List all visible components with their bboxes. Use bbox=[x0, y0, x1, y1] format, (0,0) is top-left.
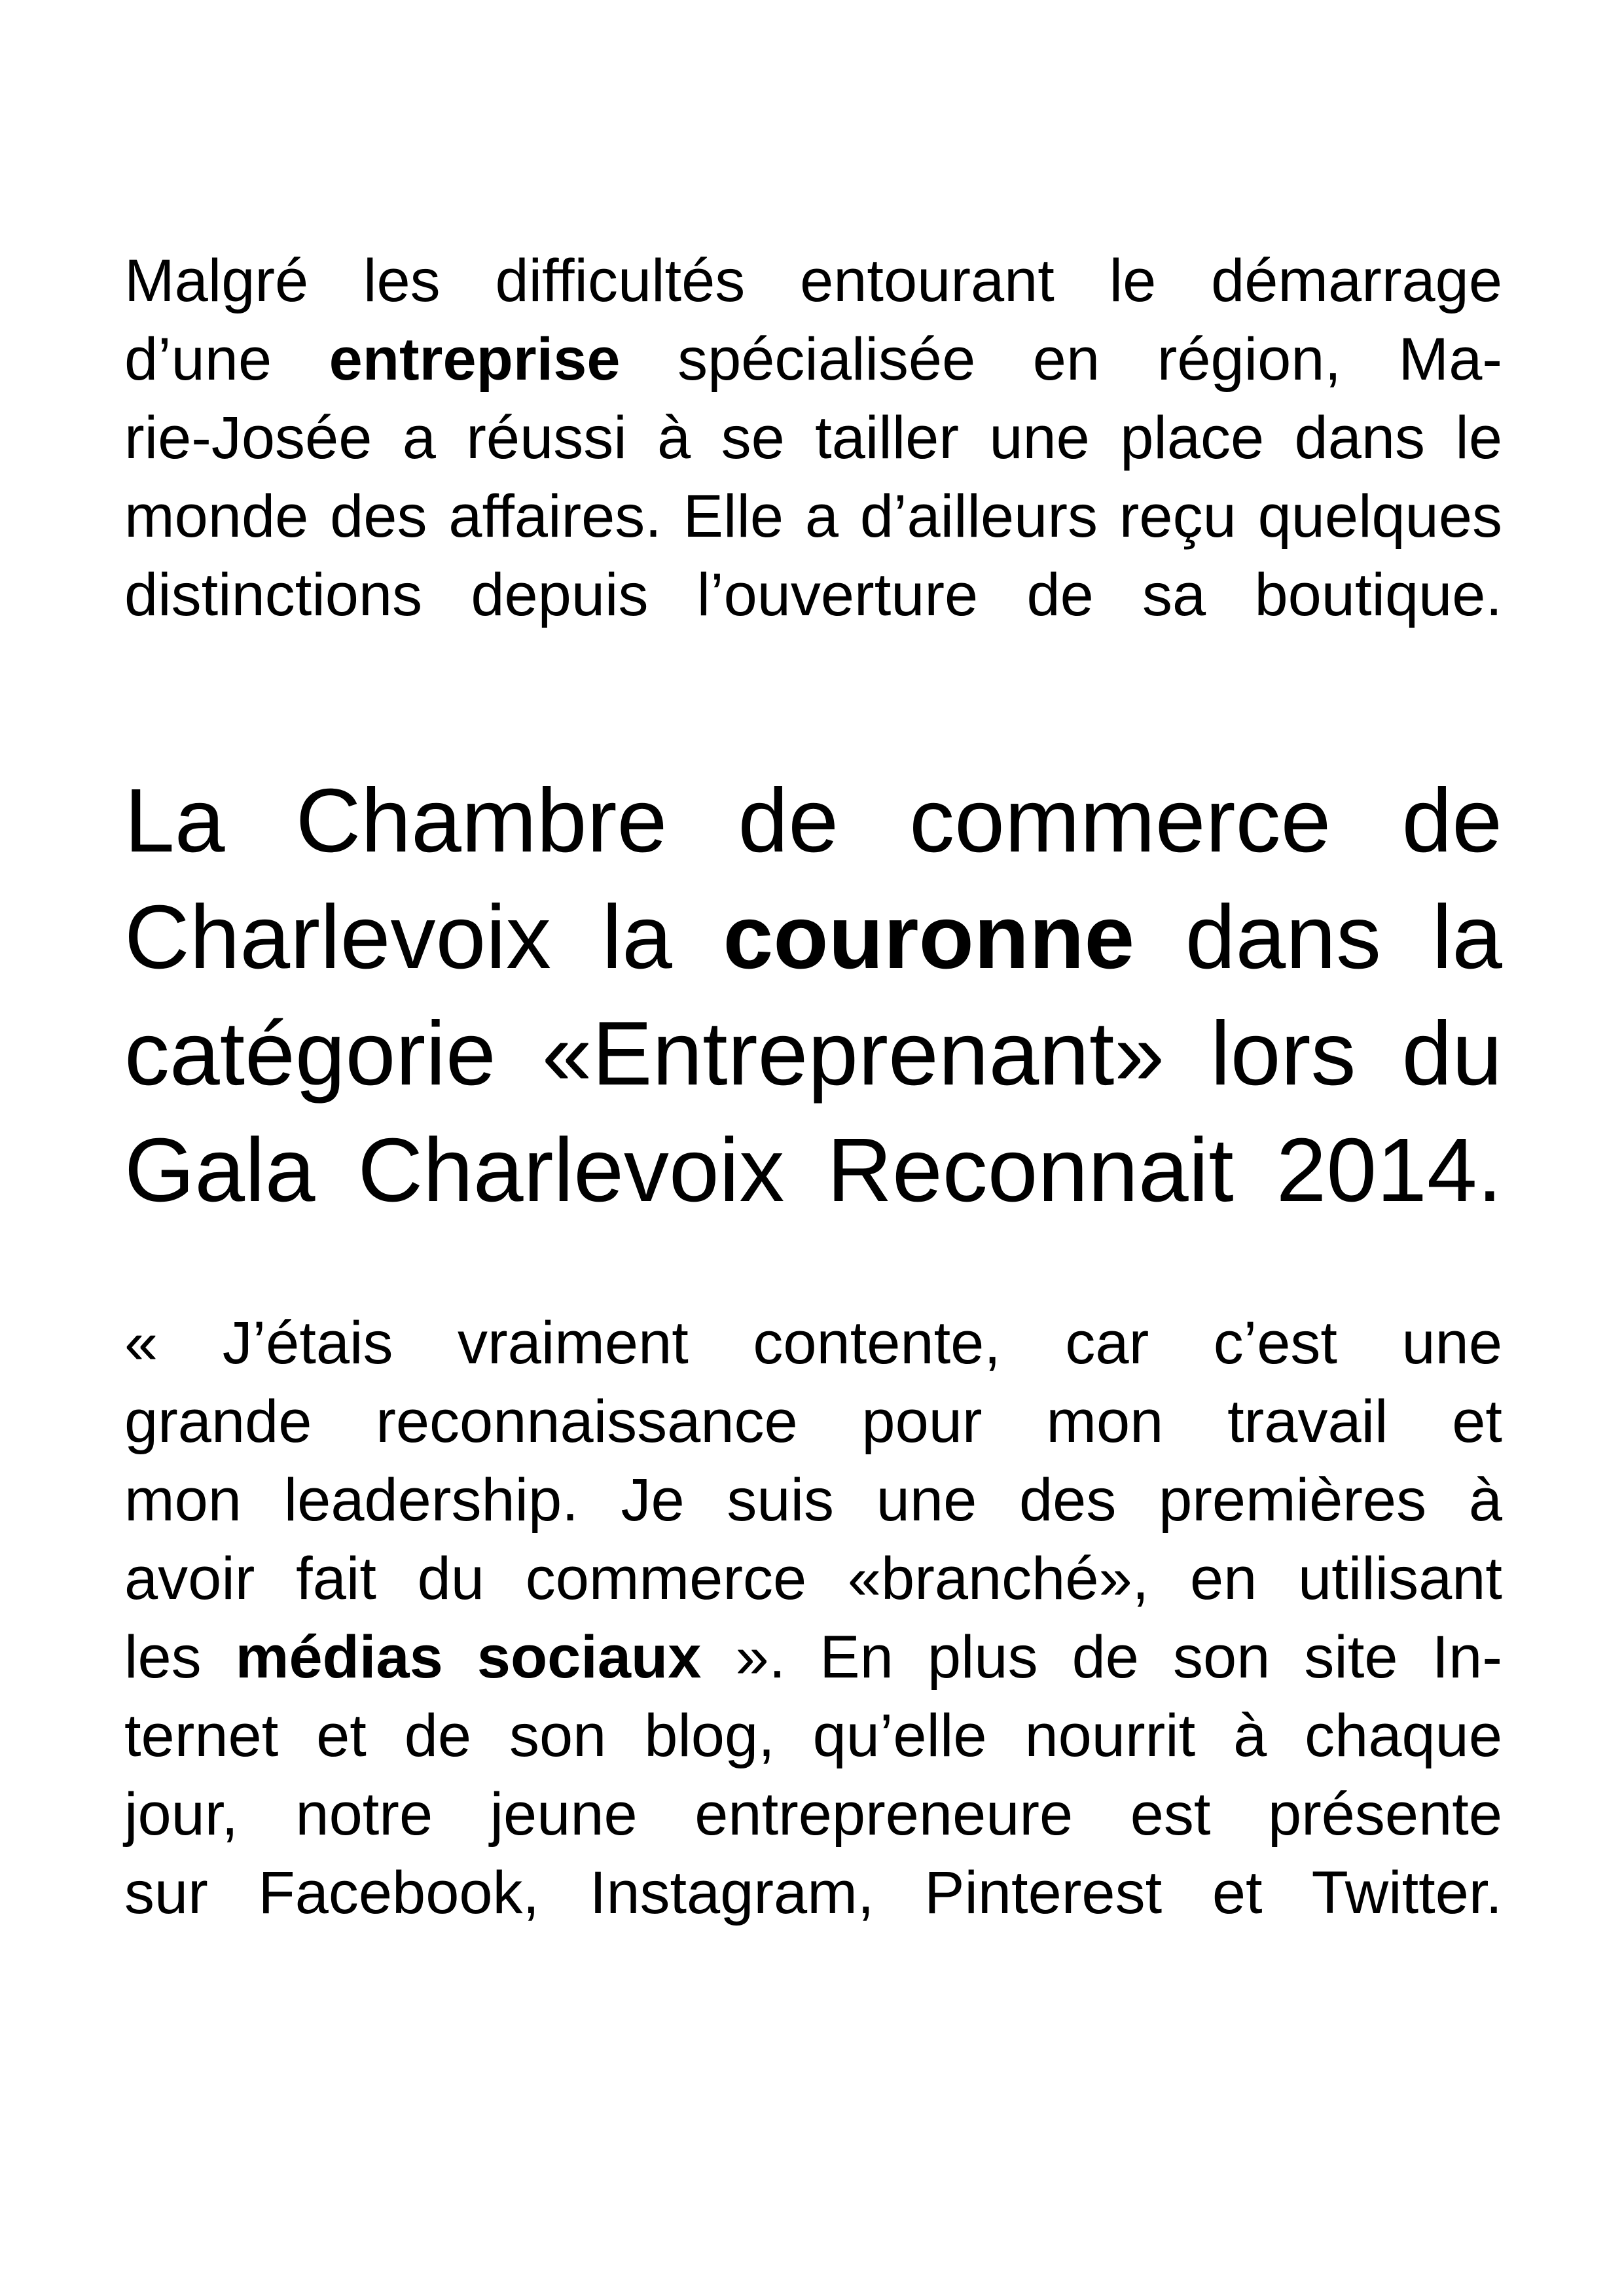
text-line bbox=[124, 477, 1502, 556]
text-line bbox=[124, 1775, 1502, 1854]
text-segment: d’une bbox=[124, 326, 329, 393]
text-segment: Malgré les difficultés entourant le démarrage bbox=[124, 247, 1502, 314]
text-segment: monde des affaires. Elle a d’ailleurs reçu quelques bbox=[124, 483, 1502, 550]
text-segment: catégorie «Entreprenant» lors du bbox=[124, 1003, 1502, 1104]
text-segment: sur Facebook, Instagram, Pinterest et Twitter. bbox=[124, 1859, 1502, 1926]
text-line bbox=[124, 1696, 1502, 1775]
text-line bbox=[124, 879, 1502, 996]
text-segment: « J’étais vraiment contente, car c’est une bbox=[124, 1310, 1502, 1376]
text-segment: les bbox=[124, 1624, 236, 1691]
text-segment: ternet et de son blog, qu’elle nourrit à chaque bbox=[124, 1702, 1502, 1769]
text-line bbox=[124, 320, 1502, 399]
text-segment: avoir fait du commerce «branché», en utilisant bbox=[124, 1545, 1502, 1612]
text-segment: Charlevoix la bbox=[124, 887, 723, 988]
text-segment-bold: médias sociaux bbox=[235, 1624, 702, 1691]
text-line bbox=[124, 399, 1502, 477]
text-segment: La Chambre de commerce de bbox=[124, 770, 1502, 871]
text-segment: distinctions depuis l’ouverture de sa boutique. bbox=[124, 562, 1502, 628]
text-line bbox=[124, 1304, 1502, 1382]
award-paragraph bbox=[124, 762, 1502, 1229]
text-segment: dans la bbox=[1134, 887, 1502, 988]
text-segment: Gala Charlevoix Reconnait 2014. bbox=[124, 1120, 1502, 1221]
text-segment-bold: entreprise bbox=[329, 326, 621, 393]
text-line bbox=[124, 1539, 1502, 1618]
text-line bbox=[124, 1854, 1502, 1932]
text-line bbox=[124, 242, 1502, 320]
text-line bbox=[124, 1382, 1502, 1461]
text-segment: mon leadership. Je suis une des premières à bbox=[124, 1467, 1502, 1534]
text-segment: grande reconnaissance pour mon travail et bbox=[124, 1388, 1502, 1455]
text-line bbox=[124, 1112, 1502, 1229]
text-segment: ». En plus de son site In- bbox=[701, 1624, 1502, 1691]
text-line bbox=[124, 556, 1502, 634]
quote-paragraph bbox=[124, 1304, 1502, 1932]
text-segment: rie-Josée a réussi à se tailler une place dans le bbox=[124, 404, 1502, 471]
text-line bbox=[124, 762, 1502, 879]
text-segment-bold: couronne bbox=[723, 887, 1135, 988]
text-segment: jour, notre jeune entrepreneure est présente bbox=[124, 1781, 1502, 1848]
text-line bbox=[124, 1461, 1502, 1539]
text-line bbox=[124, 996, 1502, 1112]
intro-paragraph bbox=[124, 242, 1502, 634]
text-segment: spécialisée en région, Ma- bbox=[620, 326, 1502, 393]
text-line bbox=[124, 1618, 1502, 1696]
